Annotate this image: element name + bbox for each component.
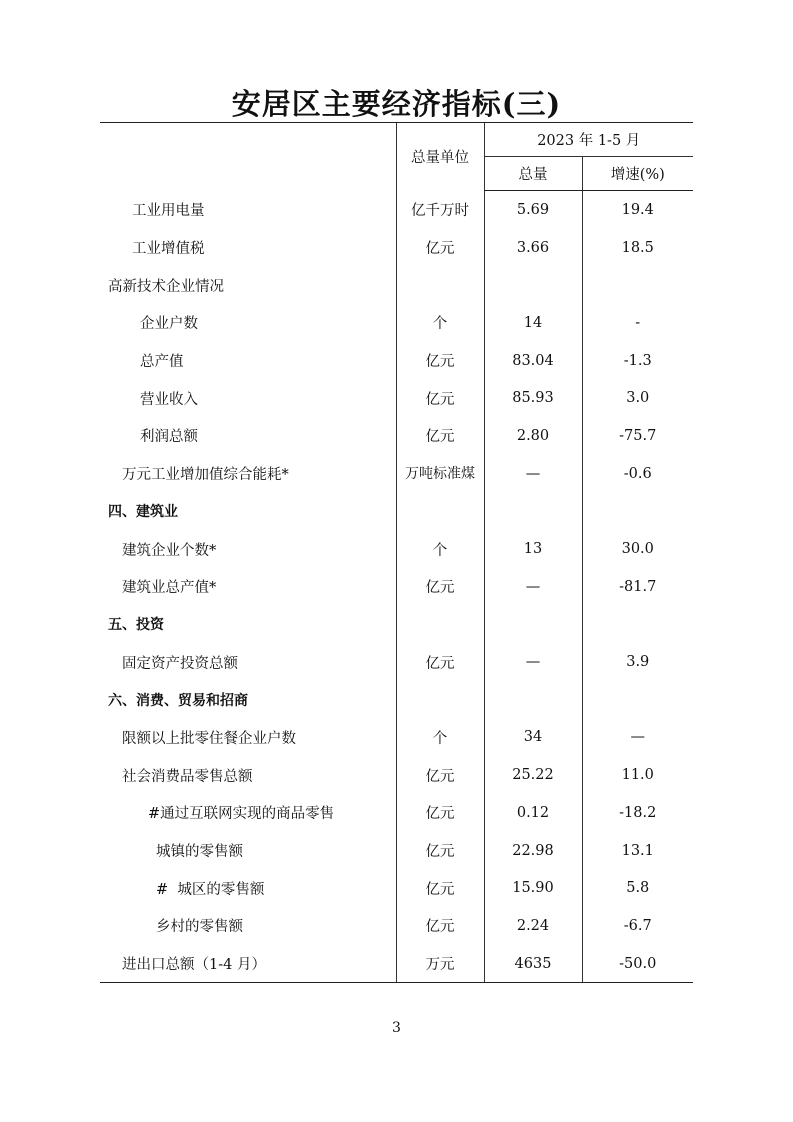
indicator-name: 企业户数	[140, 316, 198, 333]
indicator-name: 社会消费品零售总额	[122, 768, 253, 785]
indicator-unit: 亿元	[396, 907, 484, 945]
table-row	[100, 606, 693, 644]
indicator-name: 营业收入	[140, 391, 198, 408]
indicator-name: 利润总额	[140, 429, 198, 446]
indicator-name: 建筑企业个数*	[122, 542, 217, 559]
indicator-unit	[396, 681, 484, 719]
indicator-total	[484, 493, 582, 531]
table-row	[100, 304, 693, 342]
section-heading: 五、投资	[108, 617, 164, 634]
indicator-name: 乡村的零售额	[156, 919, 243, 936]
indicator-column-header	[100, 123, 396, 191]
indicator-total: 15.90	[484, 869, 582, 907]
indicator-total: 5.69	[484, 191, 582, 229]
table-row	[100, 681, 693, 719]
indicator-unit: 亿元	[396, 229, 484, 267]
page-title: 安居区主要经济指标(三)	[231, 87, 562, 121]
table-row	[100, 229, 693, 267]
indicator-unit: 万元	[396, 945, 484, 983]
indicator-name: 进出口总额（1-4 月）	[100, 945, 396, 983]
indicator-total: —	[484, 568, 582, 606]
indicator-growth: -6.7	[582, 907, 693, 945]
indicator-total: 34	[484, 719, 582, 757]
indicator-total: 2.80	[484, 417, 582, 455]
total-column-header: 总量	[484, 157, 582, 191]
indicator-growth: -1.3	[582, 342, 693, 380]
indicator-total: —	[484, 643, 582, 681]
indicator-name: 万元工业增加值综合能耗*	[122, 467, 289, 484]
indicator-name: 城镇的零售额	[156, 844, 243, 861]
indicator-unit: 亿元	[396, 417, 484, 455]
table-row	[100, 568, 693, 606]
indicator-unit: 万吨标准煤	[396, 455, 484, 493]
page-number: 3	[392, 1020, 401, 1036]
indicator-name: 建筑业总产值*	[122, 580, 217, 597]
indicator-unit: 亿元	[396, 568, 484, 606]
indicator-growth: 19.4	[582, 191, 693, 229]
indicator-growth	[582, 606, 693, 644]
indicator-total: —	[484, 455, 582, 493]
indicator-growth: -81.7	[582, 568, 693, 606]
table-row	[100, 493, 693, 531]
table-row	[100, 455, 693, 493]
section-heading: 四、建筑业	[108, 504, 178, 521]
indicator-growth: -75.7	[582, 417, 693, 455]
indicator-growth: 18.5	[582, 229, 693, 267]
indicator-growth: -50.0	[582, 945, 693, 983]
indicator-name: 固定资产投资总额	[122, 655, 238, 672]
indicator-total	[484, 606, 582, 644]
indicator-growth	[582, 681, 693, 719]
indicator-total	[484, 681, 582, 719]
indicator-unit: 个	[396, 530, 484, 568]
table-body	[100, 191, 693, 983]
indicator-unit: 个	[396, 304, 484, 342]
indicator-unit: 亿元	[396, 756, 484, 794]
indicators-table	[100, 122, 693, 983]
table-row	[100, 266, 693, 304]
table-row	[100, 191, 693, 229]
period-header: 2023 年 1-5 月	[484, 123, 693, 157]
section-heading: 六、消费、贸易和招商	[108, 692, 248, 709]
indicator-total: 2.24	[484, 907, 582, 945]
indicator-growth: 13.1	[582, 832, 693, 870]
indicator-total: 85.93	[484, 379, 582, 417]
indicator-unit: 亿元	[396, 342, 484, 380]
indicator-growth: —	[582, 719, 693, 757]
indicator-total: 25.22	[484, 756, 582, 794]
table-row	[100, 379, 693, 417]
indicator-unit: 亿元	[396, 794, 484, 832]
growth-column-header: 增速(%)	[582, 157, 693, 191]
indicator-growth: -18.2	[582, 794, 693, 832]
indicator-growth	[582, 493, 693, 531]
table-row	[100, 945, 693, 983]
indicator-growth: -	[582, 304, 693, 342]
indicator-total: 83.04	[484, 342, 582, 380]
indicator-total: 3.66	[484, 229, 582, 267]
indicator-unit: 亿元	[396, 643, 484, 681]
indicator-total	[484, 266, 582, 304]
indicator-growth: 30.0	[582, 530, 693, 568]
indicator-unit: 个	[396, 719, 484, 757]
indicator-total: 4635	[484, 945, 582, 983]
indicator-growth: 5.8	[582, 869, 693, 907]
indicator-name: # 城区的零售额	[156, 881, 265, 898]
indicator-unit	[396, 266, 484, 304]
indicator-total: 22.98	[484, 832, 582, 870]
indicator-growth: -0.6	[582, 455, 693, 493]
table-row	[100, 342, 693, 380]
indicator-name: 高新技术企业情况	[108, 278, 224, 295]
indicator-name: 工业用电量	[132, 203, 205, 220]
table-header	[100, 123, 693, 191]
indicator-unit: 亿元	[396, 379, 484, 417]
indicator-growth	[582, 266, 693, 304]
indicator-growth: 3.0	[582, 379, 693, 417]
indicator-name: 工业增值税	[132, 241, 205, 258]
table-row	[100, 643, 693, 681]
table-row	[100, 869, 693, 907]
indicator-unit: 亿元	[396, 869, 484, 907]
indicator-unit: 亿千万时	[396, 191, 484, 229]
indicator-name: #通过互联网实现的商品零售	[148, 806, 335, 823]
table-row	[100, 417, 693, 455]
indicator-unit: 亿元	[396, 832, 484, 870]
table-row	[100, 907, 693, 945]
indicator-growth: 11.0	[582, 756, 693, 794]
table-row	[100, 719, 693, 757]
table-row	[100, 832, 693, 870]
indicator-name: 总产值	[140, 354, 184, 371]
table-row	[100, 756, 693, 794]
indicator-unit	[396, 493, 484, 531]
indicator-growth: 3.9	[582, 643, 693, 681]
indicator-total: 14	[484, 304, 582, 342]
unit-column-header: 总量单位	[396, 123, 484, 191]
indicator-total: 13	[484, 530, 582, 568]
indicator-name: 限额以上批零住餐企业户数	[122, 730, 296, 747]
indicator-unit	[396, 606, 484, 644]
table-row	[100, 530, 693, 568]
indicator-total: 0.12	[484, 794, 582, 832]
table-row	[100, 794, 693, 832]
